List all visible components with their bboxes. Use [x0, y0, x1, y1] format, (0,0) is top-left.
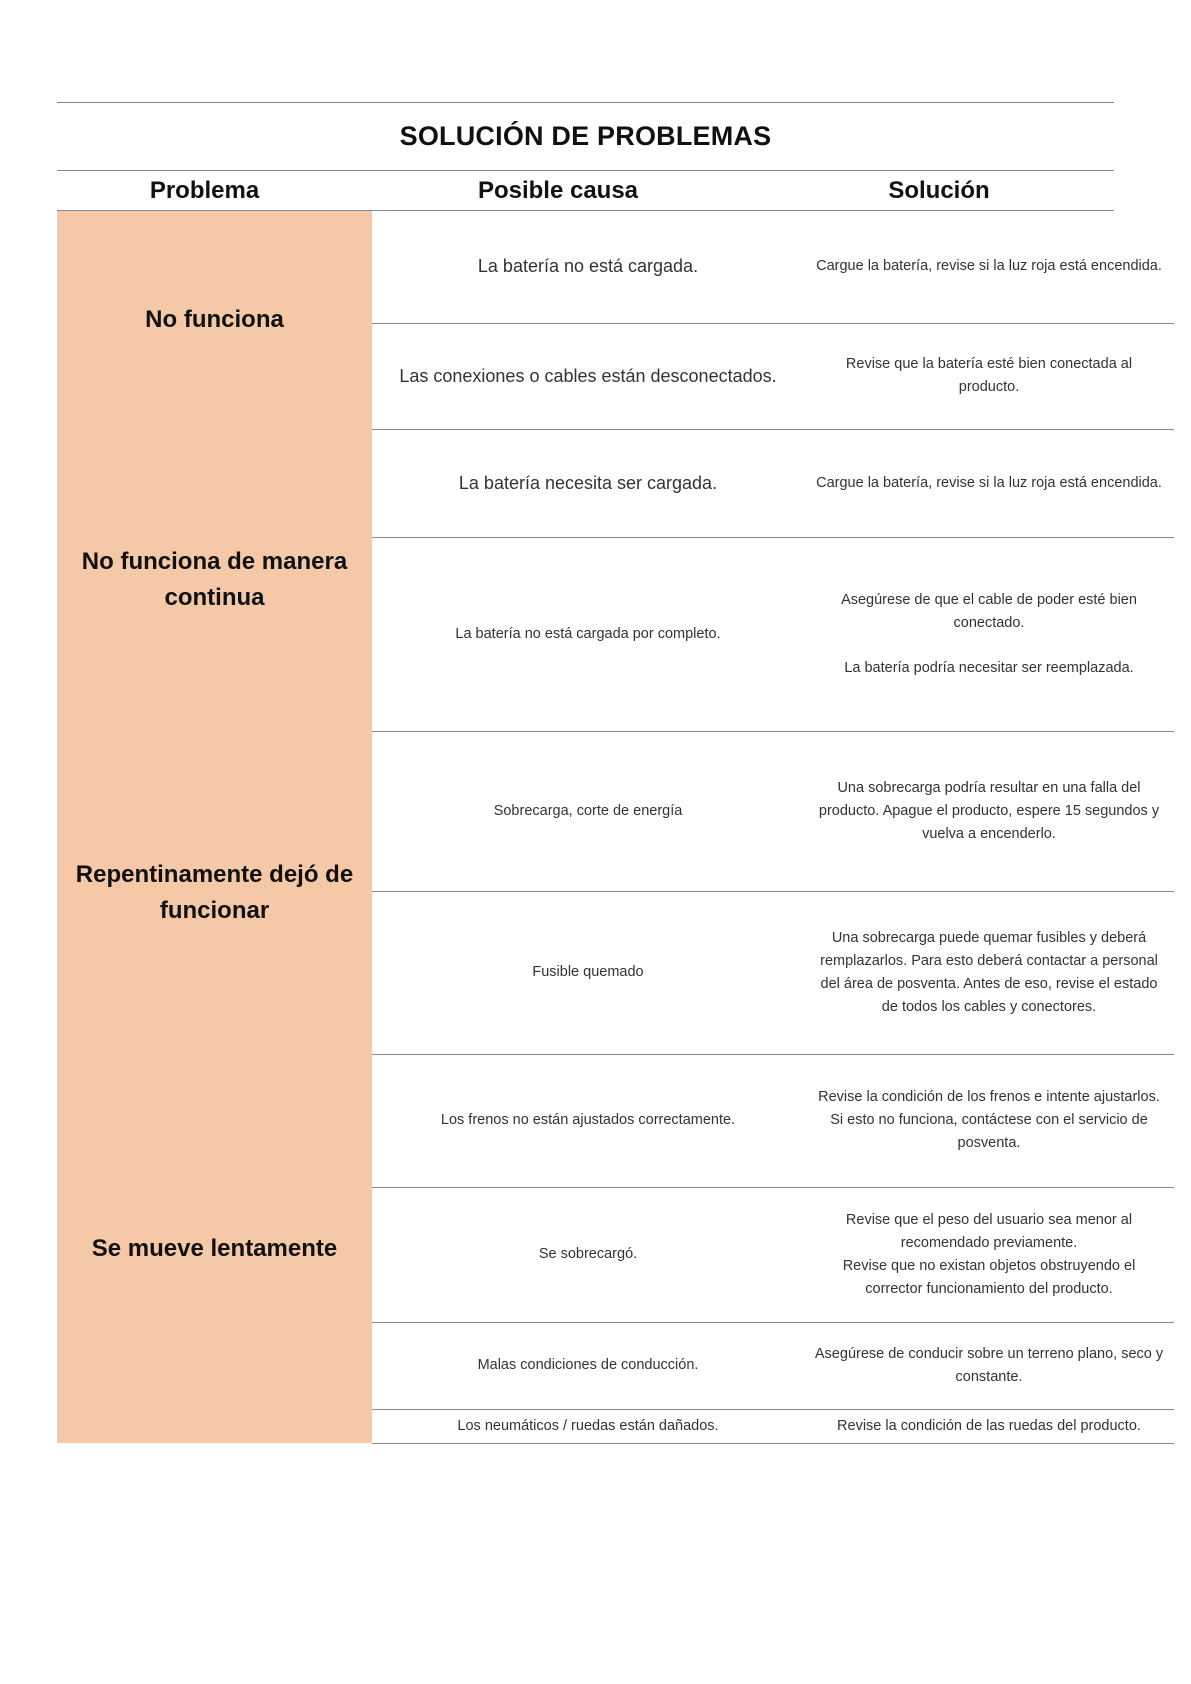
table-header: [57, 171, 1114, 210]
solution-cell: [804, 323, 1174, 429]
cause-cell: Las conexiones o cables están desconectados.: [372, 323, 804, 429]
header-cause: Posible causa: [477, 176, 639, 204]
solution-text: Asegúrese de conducir sobre un terreno plano, seco y constante.: [814, 1345, 1164, 1385]
cause-cell: La batería necesita ser cargada.: [372, 429, 804, 537]
solution-text: Cargue la batería, revise si la luz roja está encendida.: [816, 474, 1162, 491]
solution-cell: [804, 537, 1174, 731]
solution-cell: [804, 731, 1174, 891]
troubleshooting-table: [57, 211, 1174, 1444]
solution-text: Revise que no existan objetos obstruyendo el corrector funcionamiento del producto.: [842, 1257, 1136, 1297]
solution-text: Una sobrecarga puede quemar fusibles y deberá remplazarlos. Para esto deberá contactar a personal del área de posventa. Antes de eso, revise el estado de todos los cables y conectores.: [820, 929, 1158, 1015]
problem-label: Se mueve lentamente: [91, 1234, 338, 1262]
solution-cell: [804, 1322, 1174, 1409]
cause-cell: Fusible quemado: [372, 891, 804, 1054]
cause-cell: Malas condiciones de conducción.: [372, 1322, 804, 1409]
solution-cell: [804, 1409, 1174, 1443]
solution-cell: [804, 891, 1174, 1054]
solution-cell: [804, 1054, 1174, 1187]
header-solution: Solución: [888, 176, 990, 204]
cause-cell: Sobrecarga, corte de energía: [372, 731, 804, 891]
problem-cell: [57, 429, 372, 731]
cause-cell: Se sobrecargó.: [372, 1187, 804, 1322]
troubleshooting-document: [57, 102, 1164, 1444]
solution-text: Cargue la batería, revise si la luz roja está encendida.: [816, 258, 1162, 275]
problem-label: No funciona de manera continua: [81, 548, 348, 611]
page-title: SOLUCIÓN DE PROBLEMAS: [399, 121, 772, 151]
cause-cell: Los frenos no están ajustados correctamente.: [372, 1054, 804, 1187]
solution-text: Una sobrecarga podría resultar en una falla del producto. Apague el producto, espere 15 segundos y vuelva a encenderlo.: [818, 779, 1160, 842]
problem-cell: [57, 731, 372, 1054]
problem-label: No funciona: [145, 306, 284, 333]
table-row: [57, 731, 1174, 891]
header-problem: Problema: [149, 176, 260, 204]
cause-cell: La batería no está cargada por completo.: [372, 537, 804, 731]
solution-text: La batería podría necesitar ser reemplazada.: [844, 659, 1134, 676]
cause-cell: Los neumáticos / ruedas están dañados.: [372, 1409, 804, 1443]
problem-label: Repentinamente dejó de funcionar: [75, 860, 354, 924]
cause-cell: La batería no está cargada.: [372, 211, 804, 323]
solution-text: Revise que el peso del usuario sea menor al recomendado previamente.: [845, 1211, 1133, 1251]
problem-cell: [57, 211, 372, 429]
solution-cell: [804, 1187, 1174, 1322]
table-row: [57, 1054, 1174, 1187]
solution-text: Revise la condición de los frenos e intente ajustarlos. Si esto no funciona, contáctese con el servicio de posventa.: [818, 1089, 1160, 1151]
table-row: [57, 429, 1174, 537]
solution-text: Revise que la batería esté bien conectada al producto.: [845, 356, 1133, 395]
problem-cell: [57, 1054, 372, 1443]
solution-text: Asegúrese de que el cable de poder esté bien conectado.: [841, 591, 1137, 631]
solution-text: Revise la condición de las ruedas del producto.: [837, 1417, 1141, 1434]
solution-cell: [804, 429, 1174, 537]
solution-cell: [804, 211, 1174, 323]
table-row: [57, 211, 1174, 323]
